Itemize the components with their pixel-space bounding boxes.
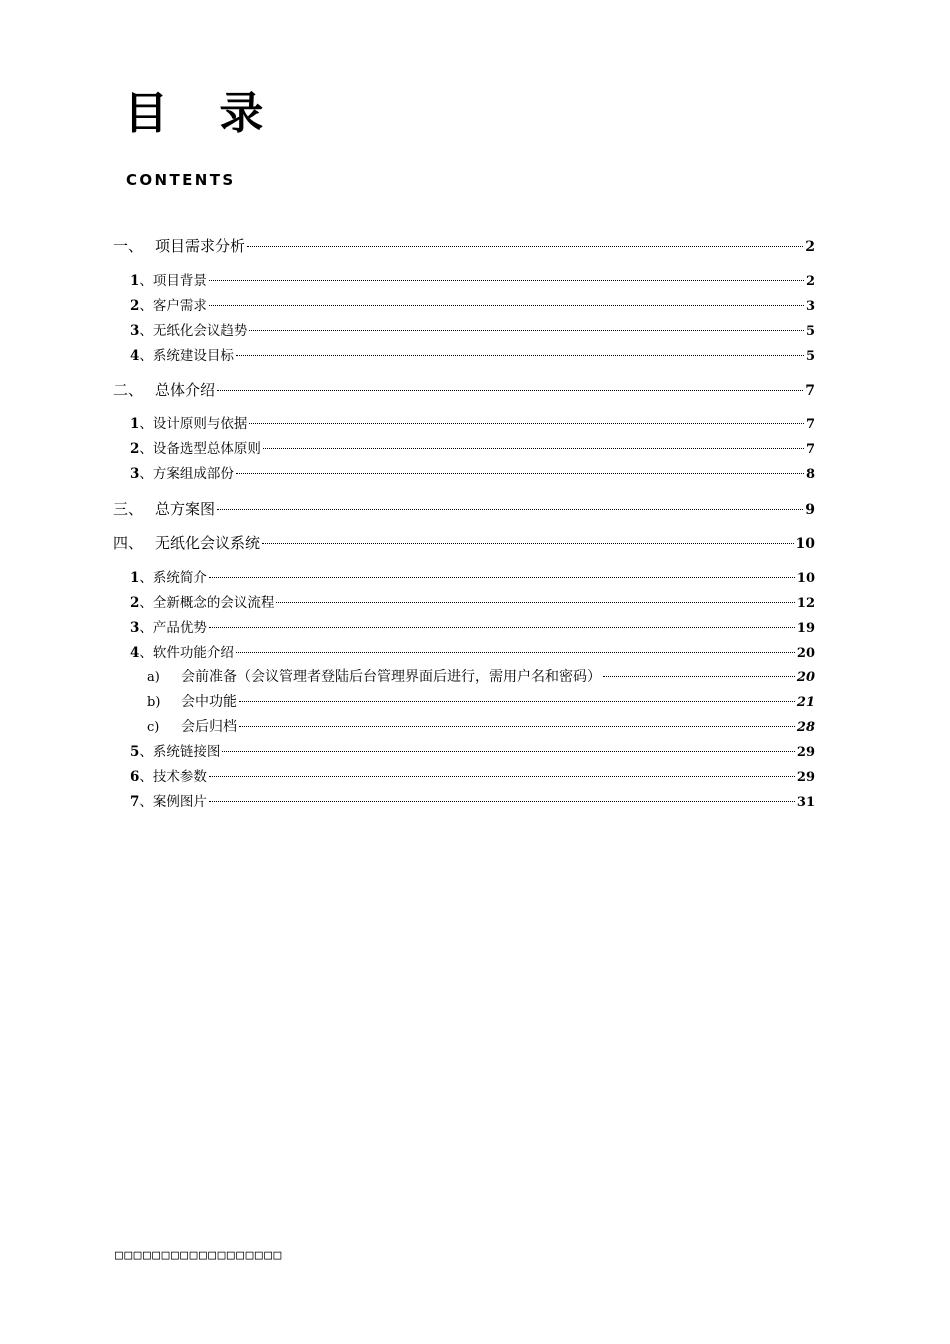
toc-entry-number: 3 [130, 466, 140, 482]
dot-leader [217, 390, 803, 391]
toc-entry-label: 会中功能 [181, 694, 237, 710]
toc-entry-label: 总方案图 [155, 500, 216, 518]
toc-entry[interactable] [113, 499, 815, 519]
dot-leader [263, 448, 804, 449]
toc-entry-page: 29 [796, 770, 815, 785]
toc-entry-number: 一、 [113, 237, 144, 255]
dot-leader [222, 751, 795, 752]
toc-entry-label: 系统简介 [152, 570, 207, 586]
toc-entry-number: 四、 [113, 534, 144, 552]
toc-entry-separator: 、 [139, 273, 153, 289]
toc-entry-label: 设备选型总体原则 [152, 441, 261, 457]
dot-leader [276, 602, 795, 603]
dot-leader [603, 676, 795, 677]
toc-entry-page: 7 [805, 383, 815, 399]
toc-entry[interactable] [147, 717, 815, 737]
toc-entry-label: 软件功能介绍 [152, 645, 234, 661]
toc-entry-label: 项目需求分析 [155, 237, 246, 255]
toc-entry-page: 8 [805, 467, 815, 482]
toc-entry-number: 1 [130, 416, 140, 432]
toc-entry-number: 2 [130, 441, 140, 457]
toc-entry-page: 2 [805, 274, 815, 289]
toc-entry-page: 29 [796, 745, 815, 760]
page-subtitle: CONTENTS [126, 171, 236, 189]
toc-entry[interactable] [130, 593, 815, 613]
dot-leader [209, 577, 795, 578]
toc-entry-label: 全新概念的会议流程 [152, 595, 275, 611]
toc-entry-number: 1 [130, 570, 140, 586]
toc-entry-number: 1 [130, 273, 140, 289]
toc-entry-separator: 、 [139, 744, 153, 760]
toc-entry-page: 20 [796, 670, 815, 685]
toc-entry-separator: 、 [139, 323, 153, 339]
toc-entry-page: 31 [796, 795, 815, 810]
toc-entry-page: 10 [796, 571, 815, 586]
toc-entry-separator: 、 [139, 620, 153, 636]
dot-leader [239, 726, 795, 727]
toc-entry-separator: 、 [139, 298, 153, 314]
toc-entry-page: 7 [805, 417, 815, 432]
toc-entry-separator: 、 [139, 441, 153, 457]
toc-entry-page: 10 [795, 536, 815, 552]
footer-text: □□□□□□□□□□□□□□□□□□ [115, 1248, 283, 1263]
toc-entry[interactable] [130, 643, 815, 663]
toc-entry-separator: 、 [139, 466, 153, 482]
toc-entry[interactable] [130, 568, 815, 588]
toc-entry-page: 3 [805, 299, 815, 314]
toc-entry-label: 会后归档 [181, 719, 237, 735]
toc-entry[interactable] [130, 439, 815, 459]
toc-entry-number: 2 [130, 298, 140, 314]
toc-entry[interactable] [147, 667, 815, 687]
dot-leader [209, 305, 804, 306]
dot-leader [236, 355, 804, 356]
toc-entry-page: 9 [805, 502, 815, 518]
dot-leader [209, 801, 795, 802]
toc-entry-number: 5 [130, 744, 140, 760]
toc-entry-label: 技术参数 [152, 769, 207, 785]
toc-entry[interactable] [130, 271, 815, 291]
dot-leader [209, 627, 795, 628]
toc-entry-number: c) [147, 720, 160, 735]
toc-entry[interactable] [130, 346, 815, 366]
toc-entry-page: 19 [796, 621, 815, 636]
toc-entry-label: 系统建设目标 [152, 348, 234, 364]
toc-entry-label: 系统链接图 [152, 744, 221, 760]
toc-entry-label: 产品优势 [152, 620, 207, 636]
toc-entry-page: 21 [796, 695, 815, 710]
toc-entry-label: 无纸化会议系统 [155, 534, 261, 552]
toc-entry-number: 7 [130, 794, 140, 810]
toc-entry-label: 案例图片 [152, 794, 207, 810]
toc-entry[interactable] [130, 742, 815, 762]
toc-entry[interactable] [130, 792, 815, 812]
dot-leader [209, 776, 795, 777]
toc-entry-number: 3 [130, 620, 140, 636]
dot-leader [249, 330, 804, 331]
toc-entry-separator: 、 [139, 595, 153, 611]
page-title: 目 录 [124, 88, 282, 139]
toc-entry-separator: 、 [139, 769, 153, 785]
toc-entry-separator: 、 [139, 794, 153, 810]
toc-entry-number: a) [147, 670, 160, 685]
toc-entry-label: 方案组成部份 [152, 466, 234, 482]
toc-entry[interactable] [113, 380, 815, 400]
toc-entry[interactable] [113, 236, 815, 256]
toc-entry-label: 无纸化会议趋势 [152, 323, 248, 339]
toc-entry-separator: 、 [139, 416, 153, 432]
toc-entry-number: b) [147, 695, 161, 710]
dot-leader [247, 246, 803, 247]
toc-entry-number: 2 [130, 595, 140, 611]
dot-leader [209, 280, 804, 281]
toc-entry-label: 客户需求 [152, 298, 207, 314]
toc-entry-label: 会前准备（会议管理者登陆后台管理界面后进行，需用户名和密码） [181, 669, 601, 685]
toc-entry-number: 4 [130, 348, 140, 364]
toc-entry[interactable] [130, 296, 815, 316]
toc-entry-separator: 、 [139, 570, 153, 586]
dot-leader [249, 423, 804, 424]
toc-entry[interactable] [147, 692, 815, 712]
toc-entry-label: 项目背景 [152, 273, 207, 289]
toc-entry-page: 5 [805, 324, 815, 339]
toc-entry-number: 6 [130, 769, 140, 785]
toc-entry-page: 20 [796, 646, 815, 661]
toc-entry[interactable] [113, 533, 815, 553]
toc-entry-number: 3 [130, 323, 140, 339]
toc-entry-label: 设计原则与依据 [152, 416, 248, 432]
dot-leader [236, 652, 795, 653]
dot-leader [239, 701, 795, 702]
toc-entry[interactable] [130, 414, 815, 434]
dot-leader [262, 543, 794, 544]
toc-entry[interactable] [130, 321, 815, 341]
toc-entry-number: 4 [130, 645, 140, 661]
toc-entry-separator: 、 [139, 645, 153, 661]
toc-entry-number: 三、 [113, 500, 144, 518]
toc-entry-label: 总体介绍 [155, 381, 216, 399]
toc-entry[interactable] [130, 767, 815, 787]
dot-leader [236, 473, 804, 474]
toc-entry-page: 12 [796, 596, 815, 611]
toc-entry-page: 2 [805, 239, 815, 255]
toc-entry[interactable] [130, 464, 815, 484]
toc-entry-separator: 、 [139, 348, 153, 364]
toc-entry-number: 二、 [113, 381, 144, 399]
toc-entry-page: 7 [805, 442, 815, 457]
toc-entry-page: 5 [805, 349, 815, 364]
toc-entry[interactable] [130, 618, 815, 638]
toc-entry-page: 28 [796, 720, 815, 735]
dot-leader [217, 509, 803, 510]
